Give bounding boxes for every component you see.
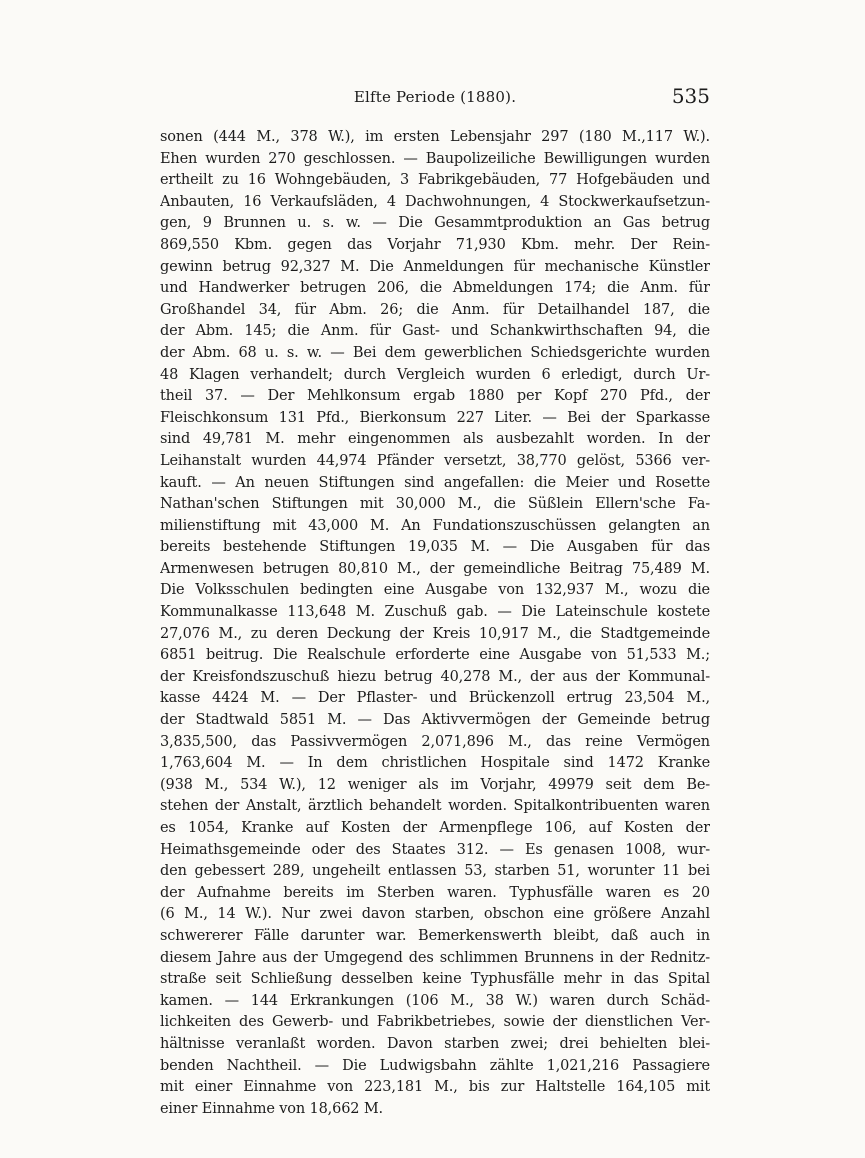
text-line: straße seit Schließung desselben keine Typhusfälle mehr in das Spital <box>160 971 710 988</box>
text-line: Armenwesen betrugen 80,810 M., der gemeindliche Beitrag 75,489 M. <box>160 560 710 577</box>
body-text <box>160 127 710 1120</box>
text-line: ertheilt zu 16 Wohngebäuden, 3 Fabrikgebäuden, 77 Hofgebäuden und <box>160 172 710 189</box>
text-line: (6 M., 14 W.). Nur zwei davon starben, obschon eine größere Anzahl <box>160 906 710 923</box>
text-line: der Kreisfondszuschuß hiezu betrug 40,278 M., der aus der Kommunal- <box>160 668 710 685</box>
text-line: es 1054, Kranke auf Kosten der Armenpflege 106, auf Kosten der <box>160 820 710 836</box>
text-line: 48 Klagen verhandelt; durch Vergleich wurden 6 erledigt, durch Ur- <box>160 366 710 383</box>
text-line: Nathan'schen Stiftungen mit 30,000 M., die Süßlein Ellern'sche Fa- <box>160 496 710 513</box>
text-line: der Stadtwald 5851 M. — Das Aktivvermögen der Gemeinde betrug <box>160 712 710 729</box>
text-line: kamen. — 144 Erkrankungen (106 M., 38 W.) waren durch Schäd- <box>160 992 710 1009</box>
text-line: Kommunalkasse 113,648 M. Zuschuß gab. — Die Lateinschule kostete <box>160 604 710 621</box>
text-line: 1,763,604 M. — In dem christlichen Hospitale sind 1472 Kranke <box>160 755 710 772</box>
text-line: diesem Jahre aus der Umgegend des schlimmen Brunnens in der Rednitz- <box>160 949 710 966</box>
text-line: lichkeiten des Gewerb- und Fabrikbetriebes, sowie der dienstlichen Ver- <box>160 1014 710 1031</box>
text-line: sind 49,781 M. mehr eingenommen als ausbezahlt worden. In der <box>160 431 710 448</box>
text-line: Leihanstalt wurden 44,974 Pfänder versetzt, 38,770 gelöst, 5366 ver- <box>160 452 710 469</box>
text-line: kauft. — An neuen Stiftungen sind angefallen: die Meier und Rosette <box>160 474 710 491</box>
text-line: (938 M., 534 W.), 12 weniger als im Vorjahr, 49979 seit dem Be- <box>160 776 710 793</box>
text-line: kasse 4424 M. — Der Pflaster- und Brückenzoll ertrug 23,504 M., <box>160 690 710 707</box>
text-line: den gebessert 289, ungeheilt entlassen 53, starben 51, worunter 11 bei <box>160 863 710 880</box>
text-line: 869,550 Kbm. gegen das Vorjahr 71,930 Kbm. mehr. Der Rein- <box>160 236 710 253</box>
text-line: benden Nachtheil. — Die Ludwigsbahn zählte 1,021,216 Passagiere <box>160 1057 710 1074</box>
text-line: gewinn betrug 92,327 M. Die Anmeldungen für mechanische Künstler <box>160 258 710 275</box>
text-line: mit einer Einnahme von 223,181 M., bis zur Haltstelle 164,105 mit <box>160 1079 710 1096</box>
text-line: einer Einnahme von 18,662 M. <box>160 1100 383 1117</box>
text-line: Die Volksschulen bedingten eine Ausgabe von 132,937 M., wozu die <box>160 582 710 599</box>
text-line: Fleischkonsum 131 Pfd., Bierkonsum 227 Liter. — Bei der Sparkasse <box>160 409 710 426</box>
text-line: der Abm. 68 u. s. w. — Bei dem gewerblichen Schiedsgerichte wurden <box>160 344 710 361</box>
text-line: der Abm. 145; die Anm. für Gast- und Schankwirthschaften 94, die <box>160 323 710 340</box>
text-line: Großhandel 34, für Abm. 26; die Anm. für Detailhandel 187, die <box>160 301 710 318</box>
text-line: milienstiftung mit 43,000 M. An Fundationszuschüssen gelangten an <box>160 517 710 534</box>
text-line: bereits bestehende Stiftungen 19,035 M. — Die Ausgaben für das <box>160 539 710 556</box>
text-line: stehen der Anstalt, ärztlich behandelt worden. Spitalkontribuenten waren <box>160 798 710 815</box>
text-line: hältnisse veranlaßt worden. Davon starben zwei; drei behielten blei- <box>160 1035 710 1052</box>
text-line: gen, 9 Brunnen u. s. w. — Die Gesammtproduktion an Gas betrug <box>160 215 710 232</box>
text-line: und Handwerker betrugen 206, die Abmeldungen 174; die Anm. für <box>160 280 710 297</box>
text-line: der Aufnahme bereits im Sterben waren. Typhusfälle waren es 20 <box>160 884 710 901</box>
text-line: Anbauten, 16 Verkaufsläden, 4 Dachwohnungen, 4 Stockwerkaufsetzun- <box>160 193 710 210</box>
page-number: 535 <box>671 84 710 108</box>
text-line: theil 37. — Der Mehlkonsum ergab 1880 per Kopf 270 Pfd., der <box>160 388 710 405</box>
text-line: sonen (444 M., 378 W.), im ersten Lebensjahr 297 (180 M.,117 W.). <box>160 129 710 145</box>
text-line: schwererer Fälle darunter war. Bemerkenswerth bleibt, daß auch in <box>160 927 710 944</box>
text-line: 3,835,500, das Passivvermögen 2,071,896 M., das reine Vermögen <box>160 733 710 750</box>
text-line: Heimathsgemeinde oder des Staates 312. — Es genasen 1008, wur- <box>160 841 710 858</box>
text-line: 27,076 M., zu deren Deckung der Kreis 10,917 M., die Stadtgemeinde <box>160 625 710 642</box>
text-line: 6851 beitrug. Die Realschule erforderte eine Ausgabe von 51,533 M.; <box>160 647 710 664</box>
running-title: Elfte Periode (1880). <box>353 88 517 106</box>
text-line: Ehen wurden 270 geschlossen. — Baupolizeiliche Bewilligungen wurden <box>160 150 710 167</box>
page-header <box>160 84 710 112</box>
